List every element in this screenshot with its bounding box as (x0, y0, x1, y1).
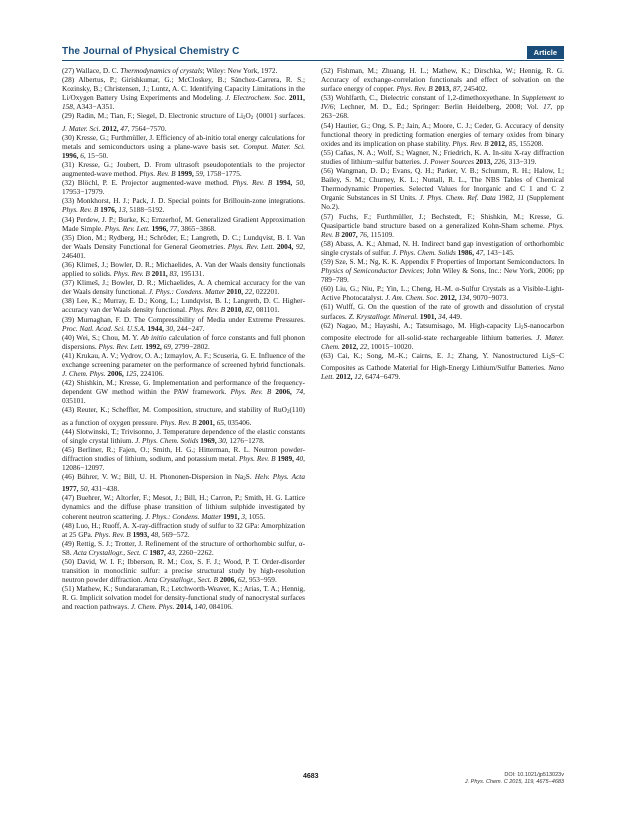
reference-item: (30) Kresse, G.; Furthmüller, J. Efficiency of ab-initio total energy calculations for metals and semiconductors using a plane-wave basis set. Comput. Mater. Sci. 1996, 6, 15−50. (62, 132, 306, 160)
page-number: 4683 (303, 773, 319, 780)
doi-text: DOI: 10.1021/jp513023v (504, 772, 564, 778)
reference-number: (50) (62, 556, 75, 566)
reference-item: (51) Mathew, K.; Sundararaman, R.; Letchworth-Weaver, K.; Arias, T. A.; Hennig, R. G. Implicit solvation model for density-functional study of nanocrystal surfaces and reaction pathways. J. Chem. Phys. 2014, 140, 084106. (62, 584, 305, 612)
reference-number: (62) (321, 320, 334, 330)
reference-number: (63) (321, 350, 334, 360)
reference-item: (50) David, W. I. F.; Ibberson, R. M.; Cox, S. F. J.; Wood, P. T. Order-disorder transition in monoclinic sulfur: a precise structural study by high-resolution neutron powder diffraction. Acta Crystallogr., Sect. B 2006, 62, 953−959. (62, 556, 305, 585)
reference-item: (57) Fuchs, F.; Furthmüller, J.; Bechstedt, F.; Shishkin, M.; Kresse, G. Quasiparticle band structure based on a generalized Kohn-Sham scheme. Phys. Rev. B 2007, 76, 115109. (321, 211, 565, 239)
reference-item: (32) Blöchl, P. E. Projector augmented-wave method. Phys. Rev. B 1994, 50, 17953−17979. (62, 178, 305, 197)
reference-number: (34) (62, 214, 75, 224)
reference-item: (58) Abass, A. K.; Ahmad, N. H. Indirect band gap investigation of orthorhombic single crystals of sulfur. J. Phys. Chem. Solids 1986, 47, 143−145. (321, 238, 565, 257)
reference-number: (36) (62, 259, 75, 269)
reference-number: (38) (62, 296, 75, 306)
reference-item: (34) Perdew, J. P.; Burke, K.; Ernzerhof, M. Generalized Gradient Approximation Made Simple. Phys. Rev. Lett. 1996, 77, 3865−3868. (62, 214, 305, 233)
reference-number: (30) (62, 132, 75, 142)
reference-number: (33) (62, 196, 75, 206)
reference-item: (63) Cai, K.; Song, M.-K.; Cairns, E. J.; Zhang, Y. Nanostructured $Li_2S-C$ Composites as Cathode Material for High-Energy Lithium/Sulfur Batteries. Nano Lett. 2012, 12, 6474−6479. (321, 350, 564, 382)
reference-number: (44) (62, 426, 75, 436)
reference-number: (48) (62, 520, 75, 530)
reference-item: (56) Wangman, D. D.; Evans, Q. H.; Parker, V. B.; Schumm, R. H.; Halow, I.; Bailey, S. M.; Churney, K. L.; Nuttall, R. L., The NBS Tables of Chemical Thermodynamic Properties. Selected Values for Inorganic and C 1 and C 2 Organic Substances in SI Units. J. Phys. Chem. Ref. Data 1982, 11 (Supplement No.2). (321, 166, 564, 212)
reference-number: (28) (62, 75, 75, 85)
journal-citation: J. Phys. Chem. C 2015, 119, 4675−4683 (464, 779, 564, 785)
reference-number: (39) (62, 314, 75, 324)
journal-title: The Journal of Physical Chemistry C (62, 46, 240, 57)
reference-item: (61) Wulff, G. On the question of the rate of growth and dissolution of crystal surfaces. Z. Krystallogr. Mineral. 1901, 34, 449. (321, 302, 564, 321)
reference-number: (60) (321, 284, 334, 294)
reference-number: (35) (62, 232, 75, 242)
reference-item: (43) Reuter, K.; Scheffler, M. Composition, structure, and stability of RuO$_2$(110) as a function of oxygen pressure. Phys. Rev. B 2001, 65, 035406. (62, 405, 305, 427)
reference-item: (40) Wei, S.; Chou, M. Y. Ab initio calculation of force constants and full phonon dispersions. Phys. Rev. Lett. 1992, 69, 2799−2802. (62, 332, 305, 351)
reference-item: (42) Shishkin, M.; Kresse, G. Implementation and performance of the frequency-dependent GW method within the PAW framework. Phys. Rev. B 2006, 74, 035101. (62, 378, 305, 406)
reference-number: (61) (321, 302, 334, 312)
reference-number: (43) (62, 405, 75, 415)
page-header (62, 46, 564, 60)
references-left-column (62, 66, 305, 612)
article-badge: Article (527, 46, 564, 59)
reference-item: (52) Fishman, M.; Zhuang, H. L.; Mathew, K.; Dirschka, W.; Hennig, R. G. Accuracy of exchange-correlation functionals and effect of solvation on the surface energy of copper. Phys. Rev. B 2013, 87, 245402. (321, 66, 564, 94)
reference-item: (27) Wallace, D. C. Thermodynamics of crystals; Wiley: New York, 1972. (62, 66, 278, 75)
reference-number: (40) (62, 332, 75, 342)
reference-item: (33) Monkhorst, H. J.; Pack, J. D. Special points for Brillouin-zone integrations. Phys. Rev. B 1976, 13, 5188−5192. (62, 196, 305, 215)
reference-number: (55) (321, 147, 334, 157)
reference-item: (41) Krukau, A. V.; Vydrov, O. A.; Izmaylov, A. F.; Scuseria, G. E. Influence of the exchange screening parameter on the performance of screened hybrid functionals. J. Chem. Phys. 2006, 125, 224106. (62, 350, 305, 379)
reference-item: (35) Dion, M.; Rydberg, H.; Schröder, E.; Langreth, D. C.; Lundqvist, B. I. Van der Waals Density Functional for General Geometries. Phys. Rev. Lett. 2004, 92, 246401. (62, 232, 305, 260)
reference-number: (37) (62, 278, 75, 288)
reference-number: (54) (321, 120, 334, 130)
reference-number: (49) (62, 538, 75, 548)
reference-item: (29) Radin, M.; Tian, F.; Siegel, D. Electronic structure of $Li_2O_2$ {0001} surfaces. J. Mater. Sci. 2012, 47, 7564−7570. (62, 111, 305, 133)
reference-number: (45) (62, 444, 75, 454)
references-right-column (321, 66, 564, 381)
reference-number: (59) (321, 256, 334, 266)
reference-number: (27) (62, 66, 75, 75)
reference-number: (29) (62, 111, 75, 121)
reference-number: (46) (62, 472, 75, 482)
header-rule (62, 60, 564, 61)
reference-number: (51) (62, 584, 75, 594)
reference-number: (47) (62, 493, 75, 503)
reference-item: (47) Buehrer, W.; Altorfer, F.; Mesot, J.; Bill, H.; Carron, P.; Smith, H. G. Lattice dynamics and the diffuse phase transition of lithium sulphide investigated by coherent neutron scattering. J. Phys.: Condens. Matter 1991, 3, 1055. (62, 493, 305, 521)
reference-number: (56) (321, 166, 334, 176)
reference-item: (60) Liu, G.; Niu, P.; Yin, L.; Cheng, H.-M. α-Sulfur Crystals as a Visible-Light-Active Photocatalyst. J. Am. Chem. Soc. 2012, 134, 9070−9073. (321, 284, 564, 303)
reference-item: (62) Nagao, M.; Hayashi, A.; Tatsumisago, M. High-capacity $Li_2S$-nanocarbon composite electrode for all-solid-state rechargeable lithium batteries. J. Mater. Chem. 2012, 22, 10015−10020. (321, 320, 565, 351)
reference-item: (55) Cañas, N. A.; Wolf, S.; Wagner, N.; Friedrich, K. A. In-situ X-ray diffraction studies of lithium−sulfur batteries. J. Power Sources 2013, 226, 313−319. (321, 147, 564, 166)
reference-item: (36) Klimeš, J.; Bowler, D. R.; Michaelides, A. Van der Waals density functionals applied to solids. Phys. Rev. B 2011, 83, 195131. (62, 259, 305, 279)
reference-item: (48) Luo, H.; Ruoff, A. X-ray-diffraction study of sulfur to 32 GPa: Amorphization at 25 GPa. Phys. Rev. B 1993, 48, 569−572. (62, 520, 305, 539)
reference-number: (57) (321, 211, 334, 221)
reference-item: (44) Slotwinski, T.; Trivisonno, J. Temperature dependence of the elastic constants of single crystal lithium. J. Phys. Chem. Solids 1969, 30, 1276−1278. (62, 426, 306, 445)
reference-number: (42) (62, 378, 75, 388)
reference-item: (59) Sze, S. M.; Ng, K. K. Appendix F Properties of Important Semiconductors. In Physics of Semiconductor Devices; John Wiley & Sons, Inc.: New York, 2006; pp 789−789. (321, 256, 564, 285)
reference-item: (37) Klimeš, J.; Bowler, D. R.; Michaelides, A. A chemical accuracy for the van der Waals density functional. J. Phys.: Condens. Matter 2010, 22, 022201. (62, 278, 306, 297)
reference-item: (49) Rettig, S. J.; Trotter, J. Refinement of the structure of orthorhombic sulfur, α-S8. Acta Crystallogr., Sect. C 1987, 43, 2260−2262. (62, 538, 306, 557)
reference-item: (39) Murnaghan, F. D. The Compressibility of Media under Extreme Pressures. Proc. Natl. Acad. Sci. U.S.A. 1944, 30, 244−247. (62, 314, 306, 333)
reference-number: (31) (62, 159, 75, 169)
reference-item: (45) Berliner, R.; Fajen, O.; Smith, H. G.; Hitterman, R. L. Neutron powder-diffraction studies of lithium, sodium, and potassium metal. Phys. Rev. B 1989, 40, 12086−12097. (62, 444, 305, 473)
footer-citation (465, 772, 564, 786)
reference-item: (31) Kresse, G.; Joubert, D. From ultrasoft pseudopotentials to the projector augmented-wave method. Phys. Rev. B 1999, 59, 1758−1775. (62, 159, 305, 179)
reference-item: (38) Lee, K.; Murray, E. D.; Kong, L.; Lundqvist, B. I.; Langreth, D. C. Higher-accuracy van der Waals density functional. Phys. Rev. B 2010, 82, 081101. (62, 296, 305, 315)
reference-item: (54) Hautier, G.; Ong, S. P.; Jain, A.; Moore, C. J.; Ceder, G. Accuracy of density functional theory in predicting formation energies of ternary oxides from binary oxides and its implication on phase stability. Phys. Rev. B 2012, 85, 155208. (321, 120, 565, 148)
reference-number: (32) (62, 178, 75, 188)
reference-number: (58) (321, 238, 334, 248)
reference-item: (46) Bührer, V. W.; Bill, U. H. Phononen-Dispersion in $Na_2S$. Helv. Phys. Acta 1977, 50, 431−438. (62, 472, 305, 494)
reference-number: (53) (321, 93, 334, 103)
reference-item: (53) Wohlfarth, C., Dielectric constant of 1,2-dimethoxyethane. In Supplement to IV/6; Lechner, M. D., Ed.; Springer: Berlin Heidelberg, 2008; Vol. 17, pp 263−268. (321, 93, 564, 121)
reference-number: (41) (62, 350, 75, 360)
reference-item: (28) Albertus, P.; Girishkumar, G.; McCloskey, B.; Sánchez-Carrera, R. S.; Kozinsky, B.; Christensen, J.; Luntz, A. C. Identifying Capacity Limitations in the Li/Oxygen Battery Using Experiments and Modeling. J. Electrochem. Soc. 2011, 158, A343−A351. (62, 75, 306, 112)
reference-number: (52) (321, 66, 334, 75)
